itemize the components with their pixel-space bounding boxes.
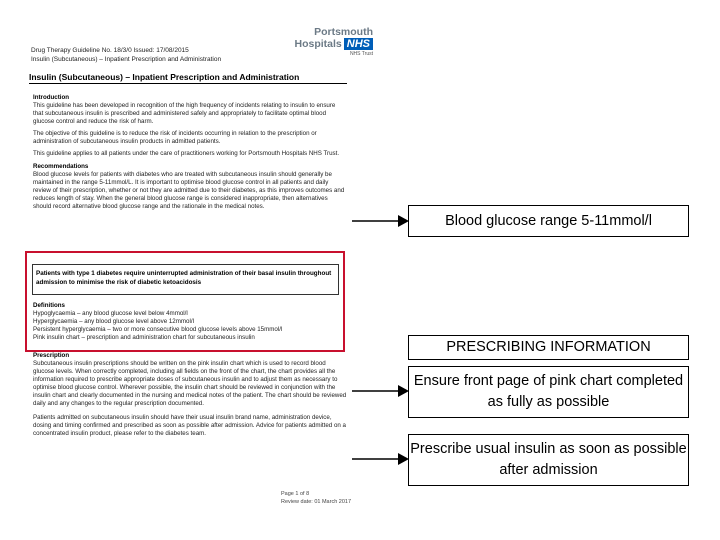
intro-section: [33, 94, 347, 246]
intro-paragraph-1: This guideline has been developed in recognition of the high frequency of incidents relating to insulin to ensure that subcutaneous insulin is prescribed and administered safely and appropriately to facilitate optimal blood glucose control and reduce the risk of harm.: [33, 102, 336, 125]
document-footer: [281, 490, 351, 506]
intro-paragraph-2: The objective of this guideline is to reduce the risk of incidents occurring in relation to the prescription or administration of subcutaneous insulin products in admitted patients.: [33, 130, 317, 145]
guideline-meta-1: Drug Therapy Guideline No. 18/3/0 Issued: 17/08/2015: [31, 47, 189, 54]
prescription-paragraph-1: Subcutaneous insulin prescriptions should be written on the pink insulin chart which is used to record blood glucose levels. When correctly completed, including all fields on the front of the chart, the chart provides all the information required to prescribe appropriate doses of subcutaneous insulin and to adjust them as necessary to optimise blood glucose control. Wherever possible, the insulin chart should be reviewed in conjunction with the insulin chart and clearly documented in the nursing and medical notes of the patient. The chart should be reviewed daily and any changes to the regular prescription documented.: [33, 360, 347, 407]
definition-1: Hypoglycaemia – any blood glucose level below 4mmol/l: [33, 310, 188, 317]
callout-prescribe-usual: Prescribe usual insulin as soon as possible after admission: [408, 434, 689, 486]
callout-blood-glucose: Blood glucose range 5-11mmol/l: [408, 205, 689, 237]
prescription-paragraph-2: Patients admitted on subcutaneous insulin should have their usual insulin brand name, administration device, dosing and timing confirmed and prescribed as soon as possible after admission. Advice for patients admitted on a concentrated insulin product, please refer to the diabetes team.: [33, 414, 346, 437]
definition-2: Hyperglycaemia – any blood glucose level above 12mmol/l: [33, 318, 194, 325]
trust-label: NHS Trust: [349, 51, 373, 57]
recommendations-paragraph: Blood glucose levels for patients with diabetes who are treated with subcutaneous insulin should generally be maintained in the range 5-11mmol/L. It is important to optimise blood glucose control in all patients and daily review of their prescription, whether or not they are admitted due to their diabetes, as this improves outcomes and reduces length of stay. When the general blood glucose range is considered inappropriate, then alternatives should record alternative blood glucose range and the rationale in the medical notes.: [33, 171, 345, 210]
definitions-section: [33, 302, 347, 350]
intro-heading: Introduction: [33, 94, 70, 101]
arrow-right-icon: [352, 452, 410, 466]
type1-notice-box: Patients with type 1 diabetes require uninterrupted administration of their basal insulin throughout admission to minimise the risk of diabetic ketoacidosis: [32, 264, 339, 295]
intro-paragraph-3: This guideline applies to all patients under the care of practitioners working for Portsmouth Hospitals NHS Trust.: [33, 150, 340, 157]
review-date: Review date: 01 March 2017: [281, 499, 352, 505]
guideline-meta-2: Insulin (Subcutaneous) – Inpatient Prescription and Administration: [31, 56, 222, 63]
arrow-right-icon: [352, 384, 410, 398]
definitions-heading: Definitions: [33, 302, 65, 309]
hospital-logo: [283, 26, 373, 57]
callout-prescribing-info: PRESCRIBING INFORMATION: [408, 335, 689, 360]
page-number: Page 1 of 8: [281, 491, 310, 497]
arrow-right-icon: [352, 214, 410, 228]
prescription-heading: Prescription: [33, 352, 70, 359]
nhs-logo: NHS: [344, 38, 373, 50]
document-title: Insulin (Subcutaneous) – Inpatient Prescription and Administration: [29, 72, 347, 84]
definition-3: Persistent hyperglycaemia – two or more consecutive blood glucose levels above 15mmol/l: [33, 326, 283, 333]
recommendations-heading: Recommendations: [33, 163, 89, 170]
hospital-name: Portsmouth Hospitals: [294, 26, 373, 50]
prescription-section: [33, 352, 347, 484]
callout-front-page: Ensure front page of pink chart completed as fully as possible: [408, 366, 689, 418]
definition-4: Pink insulin chart – prescription and administration chart for subcutaneous insulin: [33, 334, 255, 341]
